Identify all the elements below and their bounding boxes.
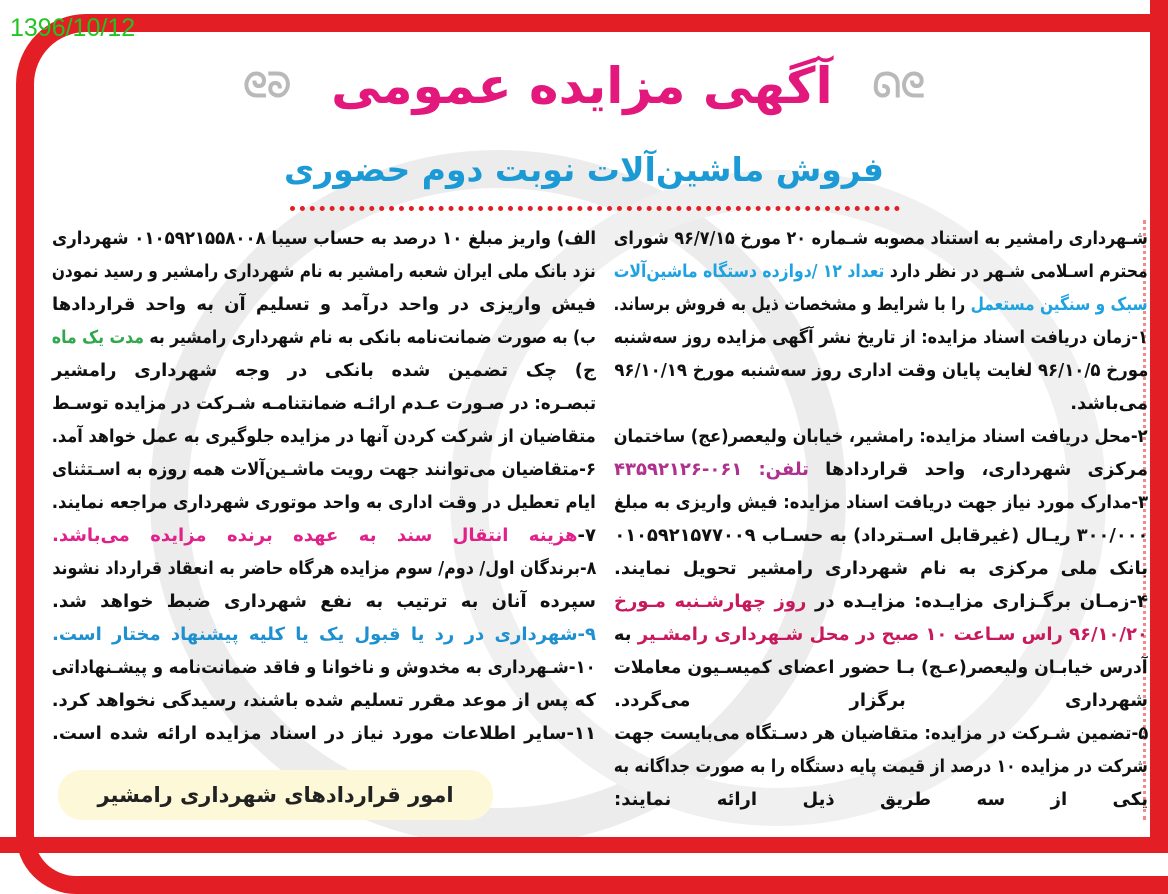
text-segment: ب) به صورت ضمانت‌نامه بانکی به نام شهرداری رامشیر به bbox=[144, 327, 596, 348]
text-line bbox=[52, 552, 596, 585]
text-segment: مرکزی شهرداری، واحد قراردادها bbox=[808, 459, 1148, 480]
text-line bbox=[614, 552, 1148, 585]
text-segment: ۵-تضمین شـرکت در مزایده: متقاضیان هر دسـتگاه می‌بایست جهت bbox=[614, 723, 1148, 744]
text-line-content bbox=[52, 255, 596, 288]
text-line bbox=[614, 354, 1148, 387]
text-segment: یکی از سه طریق ذیل ارائه نمایند: bbox=[614, 789, 1148, 810]
text-segment: ۳۰۰/۰۰۰ ریـال (غیرقابل اسـترداد) به حسـاب ۰۱۰۵۹۲۱۵۷۷۰۰۹ bbox=[614, 525, 1148, 546]
text-segment: فیش واریزی در واحد درآمد و تسلیم آن به واحد قراردادها bbox=[52, 294, 596, 315]
text-line-content bbox=[52, 552, 596, 585]
text-line bbox=[52, 354, 596, 387]
text-line bbox=[52, 420, 596, 453]
text-segment: آدرس خیابـان ولیعصر(عـج) بـا حضور اعضای کمیسـیون معاملات bbox=[614, 657, 1148, 678]
text-line-content bbox=[614, 321, 1148, 354]
text-line bbox=[614, 222, 1148, 255]
text-segment: ۱۱-سایر اطلاعات مورد نیاز در اسناد مزایده ارائه شده است. bbox=[52, 723, 596, 744]
text-line bbox=[614, 519, 1148, 552]
text-line-content bbox=[614, 618, 1148, 651]
text-segment: ۳-مدارک مورد نیاز جهت دریافت اسناد مزایده: فیش واریزی به مبلغ bbox=[614, 492, 1148, 513]
text-line-content bbox=[52, 453, 596, 486]
ad-title: آگهی مزایده عمومی bbox=[331, 57, 833, 115]
highlighted-text: تعداد ۱۲ /دوازده دستگاه ماشین‌آلات bbox=[614, 261, 885, 282]
text-segment: ۸-برندگان اول/ دوم/ سوم مزایده هرگاه حاضر به انعقاد قرارداد نشوند bbox=[52, 558, 596, 579]
footer-signature: امور قراردادهای شهرداری رامشیر bbox=[58, 770, 493, 820]
text-line-content bbox=[614, 222, 1148, 255]
text-line bbox=[52, 717, 596, 750]
text-line-content bbox=[614, 354, 1148, 387]
text-segment: مورخ ۹۶/۱۰/۵ لغایت پایان وقت اداری روز سه‌شنبه مورخ ۹۶/۱۰/۱۹ bbox=[614, 360, 1148, 381]
text-segment: را با شرایط و مشخصات ذیل به فروش برساند. bbox=[614, 294, 972, 315]
text-segment: بانک ملی مرکزی به نام شهرداری رامشیر تحویل نمایند. bbox=[614, 558, 1148, 579]
text-segment: که پس از موعد مقرر تسلیم شده باشند، رسیدگی نخواهد کرد. bbox=[51, 690, 596, 711]
highlighted-text: هزینه انتقال سند به عهده برنده مزایده می‌باشد. bbox=[52, 525, 578, 546]
text-line bbox=[614, 585, 1148, 618]
text-segment: الف) واریز مبلغ ۱۰ درصد به حساب سیبا ۰۱۰۵۹۲۱۵۵۸۰۰۸ شهرداری bbox=[52, 228, 596, 249]
dotted-divider bbox=[290, 206, 900, 211]
text-segment: می‌باشد. bbox=[1070, 393, 1148, 414]
text-line bbox=[614, 321, 1148, 354]
red-frame-bottom bbox=[0, 837, 1168, 853]
text-line bbox=[614, 255, 1148, 288]
highlighted-text: سبک و سنگین مستعمل bbox=[971, 294, 1148, 315]
text-segment: ۴-زمـان برگـزاری مزایـده: مزایـده در bbox=[806, 591, 1149, 612]
text-line-content bbox=[52, 486, 596, 519]
text-segment: شـهرداری رامشیر به استناد مصوبه شـماره ۲۰ مورخ ۹۶/۷/۱۵ شورای bbox=[614, 228, 1148, 249]
text-line bbox=[614, 453, 1148, 486]
text-segment: متقاضیان از شرکت کردن آنها در مزایده جلوگیری به عمل خواهد آمد. bbox=[52, 426, 596, 447]
text-segment: ۱۰-شـهرداری به مخدوش و ناخوانا و فاقد ضمانت‌نامه و پیشـنهاداتی bbox=[52, 657, 596, 678]
text-line-content bbox=[614, 288, 1148, 321]
text-line bbox=[614, 288, 1148, 321]
publish-date: 1396/10/12 bbox=[10, 14, 136, 42]
text-line-content bbox=[614, 519, 1148, 552]
text-segment: ۶-متقاضیان می‌توانند جهت رویت ماشـین‌آلات همه روزه به اسـتثنای bbox=[52, 459, 596, 480]
text-line bbox=[614, 387, 1148, 420]
text-line bbox=[52, 684, 596, 717]
highlighted-text: ۹۶/۱۰/۲۰ راس سـاعت ۱۰ صبح در محل شـهرداری رامشـیر bbox=[637, 624, 1148, 645]
text-segment: ج) چک تضمین شده بانکی در وجه شهرداری رامشیر bbox=[52, 360, 596, 381]
highlighted-text: روز چهارشـنبه مـورخ bbox=[614, 591, 807, 612]
text-line bbox=[52, 486, 596, 519]
text-line-content bbox=[52, 321, 596, 354]
text-line-content bbox=[52, 387, 596, 420]
text-segment: به bbox=[614, 624, 638, 645]
text-line bbox=[52, 222, 596, 255]
text-line bbox=[52, 387, 596, 420]
highlighted-text: تلفن: ۰۶۱-۴۳۵۹۲۱۲۶ bbox=[614, 459, 809, 480]
text-segment: نزد بانک ملی ایران شعبه رامشیر به نام شهرداری رامشیر و رسید نمودن bbox=[52, 261, 596, 282]
text-line bbox=[614, 651, 1148, 684]
text-line bbox=[52, 651, 596, 684]
text-segment: شرکت در مزایده ۱۰ درصد از قیمت پایه دستگاه را به صورت جداگانه به bbox=[614, 756, 1148, 777]
text-line-content bbox=[614, 717, 1148, 750]
text-line bbox=[52, 321, 596, 354]
text-line-content bbox=[614, 750, 1148, 783]
text-line bbox=[52, 519, 596, 552]
text-line-content bbox=[52, 651, 596, 684]
text-line bbox=[614, 420, 1148, 453]
text-segment: ایام تعطیل در وقت اداری به واحد موتوری شهرداری مراجعه نمایند. bbox=[52, 492, 596, 513]
highlighted-text: ۹-شهرداری در رد یا قبول یک یا کلیه پیشنهاد مختار است. bbox=[52, 624, 596, 645]
ornament-right-icon: ᘏᘓ bbox=[872, 66, 925, 106]
highlighted-text: مدت یک ماه bbox=[52, 327, 145, 348]
text-line bbox=[52, 618, 596, 651]
text-line bbox=[614, 783, 1148, 816]
text-line bbox=[614, 717, 1148, 750]
right-column bbox=[614, 222, 1148, 816]
text-line-content bbox=[614, 255, 1148, 288]
text-line bbox=[614, 684, 1148, 717]
text-segment: ۷- bbox=[577, 525, 596, 546]
text-segment: محترم اسـلامی شـهر در نظر دارد bbox=[884, 261, 1148, 282]
text-line-content bbox=[614, 651, 1148, 684]
text-line-content bbox=[614, 420, 1148, 453]
text-segment: سپرده آنان به ترتیب به نفع شهرداری ضبط خواهد شد. bbox=[52, 591, 596, 612]
title-row bbox=[0, 55, 1168, 117]
left-column bbox=[52, 222, 596, 750]
text-line-content bbox=[52, 420, 596, 453]
text-line bbox=[52, 288, 596, 321]
text-segment: ۲-محل دریافت اسناد مزایده: رامشیر، خیابان ولیعصر(عج) ساختمان bbox=[614, 426, 1148, 447]
text-line bbox=[614, 618, 1148, 651]
text-segment: تبصـره: در صـورت عـدم ارائـه ضمانتنامـه شـرکت در مزایده توسـط bbox=[52, 393, 596, 414]
text-line-content bbox=[52, 222, 596, 255]
text-segment: ۱-زمان دریافت اسناد مزایده: از تاریخ نشر آگهی مزایده روز سه‌شنبه bbox=[614, 327, 1148, 348]
text-line bbox=[614, 486, 1148, 519]
text-line bbox=[614, 750, 1148, 783]
red-frame-right bbox=[1150, 0, 1168, 853]
text-line bbox=[52, 585, 596, 618]
ornament-left-icon: ᘓᘐ bbox=[243, 66, 292, 106]
text-line bbox=[52, 255, 596, 288]
text-segment: شهرداری برگزار می‌گردد. bbox=[614, 690, 1148, 711]
ad-subtitle: فروش ماشین‌آلات نوبت دوم حضوری bbox=[284, 150, 884, 189]
text-line-content bbox=[614, 486, 1148, 519]
text-line bbox=[52, 453, 596, 486]
